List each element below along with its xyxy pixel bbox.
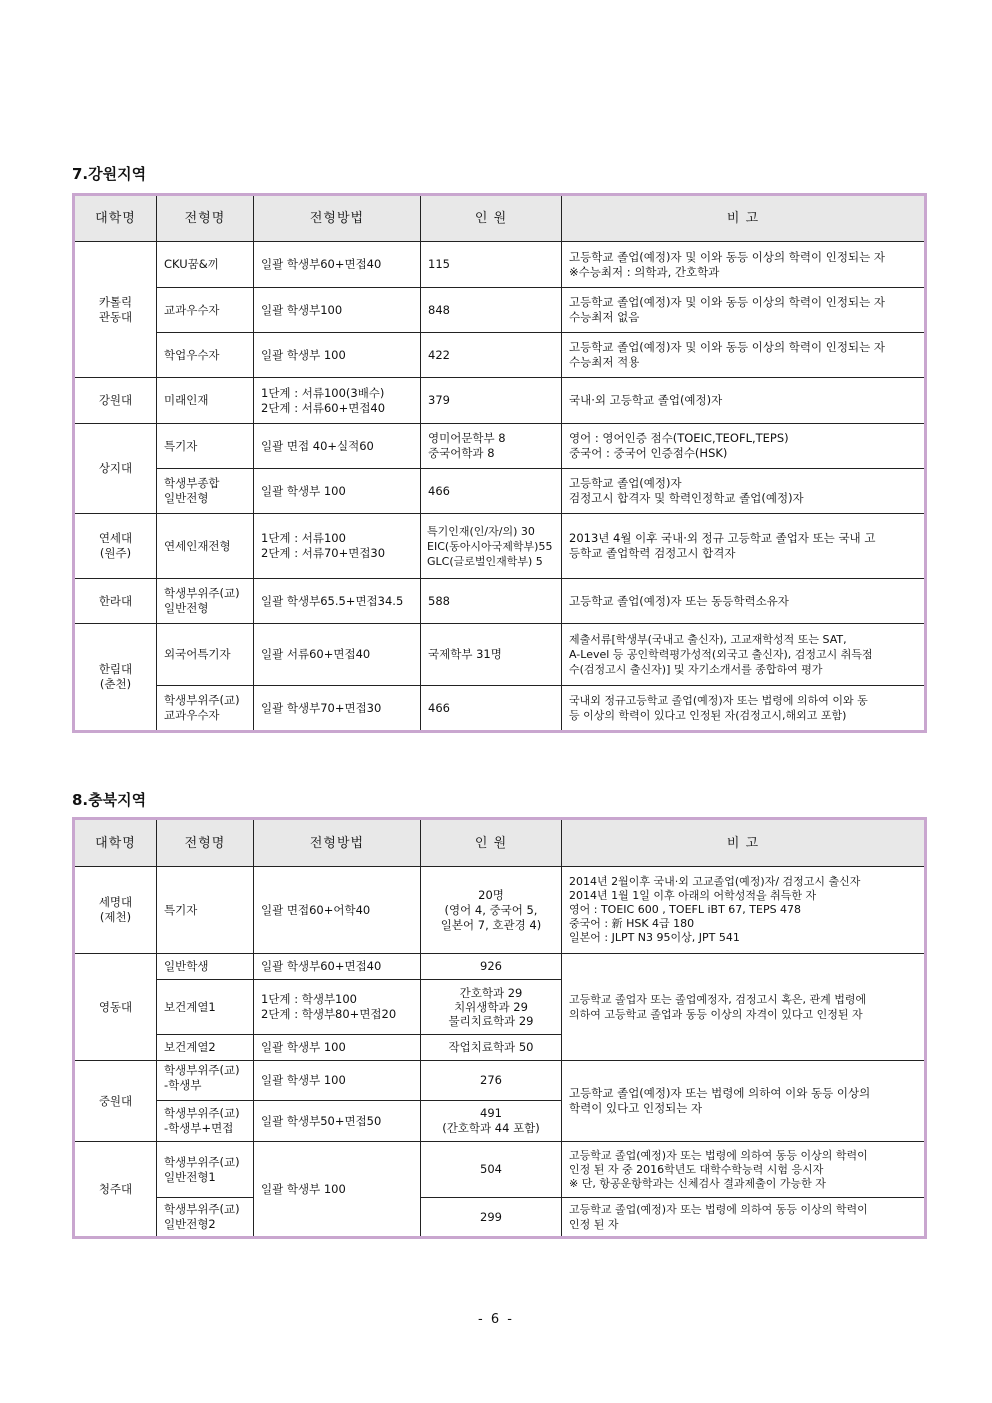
table-row	[74, 514, 926, 579]
quota: 422	[421, 333, 562, 378]
selection-method: 일괄 학생부50+면접50	[254, 1101, 421, 1142]
remarks: 고등학교 졸업(예정)자 및 이와 동등 이상의 학력이 인정되는 자 수능최저 적용	[562, 333, 926, 378]
selection-method: 1단계 : 학생부100 2단계 : 학생부80+면접20	[254, 980, 421, 1035]
quota: 국제학부 31명	[421, 624, 562, 686]
track-name: 학생부위주(교) 일반전형2	[157, 1198, 254, 1238]
selection-method: 일괄 면접 40+실적60	[254, 424, 421, 469]
admission-table-chungbuk	[72, 817, 927, 1239]
quota: 299	[421, 1198, 562, 1238]
quota: 간호학과 29 치위생학과 29 물리치료학과 29	[421, 980, 562, 1035]
track-name: 학생부위주(교) -학생부	[157, 1061, 254, 1101]
selection-method: 일괄 서류60+면접40	[254, 624, 421, 686]
quota: 영미어문학부 8 중국어학과 8	[421, 424, 562, 469]
university-name: 한림대 (춘천)	[74, 624, 157, 732]
remarks: 2013년 4월 이후 국내·외 정규 고등학교 졸업자 또는 국내 고 등학교 졸업학력 검정고시 합격자	[562, 514, 926, 579]
track-name: 연세인재전형	[157, 514, 254, 579]
header-count: 인 원	[421, 195, 562, 242]
remarks: 고등학교 졸업(예정)자 또는 법령에 의하여 동등 이상의 학력이 인정 된 자 중 2016학년도 대학수학능력 시험 응시자 ※ 단, 항공운항학과는 신체검사 결과제출이 가능한 자	[562, 1142, 926, 1198]
page-number: - 6 -	[478, 1312, 514, 1327]
table-header-row	[74, 819, 926, 867]
table-row	[74, 424, 926, 469]
track-name: 보건계열2	[157, 1035, 254, 1061]
quota: 466	[421, 686, 562, 732]
remarks: 국내·외 고등학교 졸업(예정)자	[562, 378, 926, 424]
table-header-row	[74, 195, 926, 242]
track-name: 학생부위주(교) 일반전형1	[157, 1142, 254, 1198]
university-name: 세명대 (제천)	[74, 867, 157, 954]
remarks: 2014년 2월이후 국내·외 고교졸업(예정)자/ 검정고시 출신자 2014년 1월 1일 이후 아래의 어학성적을 취득한 자 영어 : TOEIC 600 , TOEFL iBT 67, TEPS 478 중국어 : 新 HSK 4급 180 일본어 : JLPT N3 95이상, JPT 541	[562, 867, 926, 954]
table-row	[74, 333, 926, 378]
track-name: 학생부종합 일반전형	[157, 469, 254, 514]
quota: 848	[421, 288, 562, 333]
remarks: 국내외 정규고등학교 졸업(예정)자 또는 법령에 의하여 이와 동 등 이상의 학력이 있다고 인정된 자(검정고시,해외고 포함)	[562, 686, 926, 732]
track-name: 교과우수자	[157, 288, 254, 333]
track-name: 특기자	[157, 424, 254, 469]
university-name: 한라대	[74, 579, 157, 624]
quota: 20명 (영어 4, 중국어 5, 일본어 7, 호관경 4)	[421, 867, 562, 954]
quota: 115	[421, 242, 562, 288]
header-note: 비 고	[562, 819, 926, 867]
track-name: 특기자	[157, 867, 254, 954]
table-row	[74, 624, 926, 686]
quota: 466	[421, 469, 562, 514]
track-name: 일반학생	[157, 954, 254, 980]
admission-table-gangwon	[72, 193, 927, 733]
selection-method: 일괄 학생부60+면접40	[254, 954, 421, 980]
remarks: 고등학교 졸업(예정)자 또는 법령에 의하여 동등 이상의 학력이 인정 된 자	[562, 1198, 926, 1238]
university-name: 강원대	[74, 378, 157, 424]
quota: 491 (간호학과 44 포함)	[421, 1101, 562, 1142]
quota: 379	[421, 378, 562, 424]
selection-method: 일괄 학생부 100	[254, 469, 421, 514]
quota: 작업치료학과 50	[421, 1035, 562, 1061]
remarks: 제출서류[학생부(국내고 출신자), 고교재학성적 또는 SAT, A-Level 등 공인학력평가성적(외국고 출신자), 검정고시 취득점 수(검정고시 출신자)] 및 자기소개서를 종합하여 평가	[562, 624, 926, 686]
track-name: 학생부위주(교) 일반전형	[157, 579, 254, 624]
table-row	[74, 686, 926, 732]
header-university: 대학명	[74, 819, 157, 867]
remarks: 고등학교 졸업(예정)자 검정고시 합격자 및 학력인정학교 졸업(예정)자	[562, 469, 926, 514]
quota: 504	[421, 1142, 562, 1198]
selection-method: 일괄 학생부70+면접30	[254, 686, 421, 732]
university-name: 카톨릭 관동대	[74, 242, 157, 378]
remarks: 영어 : 영어인증 점수(TOEIC,TEOFL,TEPS) 중국어 : 중국어 인증점수(HSK)	[562, 424, 926, 469]
university-name: 영동대	[74, 954, 157, 1061]
remarks: 고등학교 졸업자 또는 졸업예정자, 검정고시 혹은, 관계 법령에 의하여 고등학교 졸업과 동등 이상의 자격이 있다고 인정된 자	[562, 954, 926, 1061]
track-name: 보건계열1	[157, 980, 254, 1035]
selection-method: 1단계 : 서류100 2단계 : 서류70+면접30	[254, 514, 421, 579]
table-row	[74, 469, 926, 514]
table-row	[74, 1198, 926, 1238]
selection-method: 일괄 학생부 100	[254, 1061, 421, 1101]
quota: 926	[421, 954, 562, 980]
quota: 588	[421, 579, 562, 624]
selection-method: 일괄 학생부 100	[254, 333, 421, 378]
table-row	[74, 1142, 926, 1198]
table-row	[74, 242, 926, 288]
university-name: 연세대 (원주)	[74, 514, 157, 579]
table-row	[74, 378, 926, 424]
header-university: 대학명	[74, 195, 157, 242]
track-name: 외국어특기자	[157, 624, 254, 686]
header-track: 전형명	[157, 195, 254, 242]
header-method: 전형방법	[254, 819, 421, 867]
quota: 276	[421, 1061, 562, 1101]
selection-method: 1단계 : 서류100(3배수) 2단계 : 서류60+면접40	[254, 378, 421, 424]
selection-method: 일괄 학생부65.5+면접34.5	[254, 579, 421, 624]
selection-method: 일괄 면접60+어학40	[254, 867, 421, 954]
selection-method: 일괄 학생부60+면접40	[254, 242, 421, 288]
table-row	[74, 954, 926, 980]
remarks: 고등학교 졸업(예정)자 및 이와 동등 이상의 학력이 인정되는 자 ※수능최저 : 의학과, 간호학과	[562, 242, 926, 288]
header-method: 전형방법	[254, 195, 421, 242]
selection-method: 일괄 학생부100	[254, 288, 421, 333]
header-note: 비 고	[562, 195, 926, 242]
remarks: 고등학교 졸업(예정)자 또는 법령에 의하여 이와 동등 이상의 학력이 있다고 인정되는 자	[562, 1061, 926, 1142]
table-row	[74, 288, 926, 333]
university-name: 청주대	[74, 1142, 157, 1238]
table-row	[74, 1061, 926, 1101]
table-row	[74, 579, 926, 624]
header-count: 인 원	[421, 819, 562, 867]
selection-method: 일괄 학생부 100	[254, 1035, 421, 1061]
track-name: 미래인재	[157, 378, 254, 424]
track-name: 학업우수자	[157, 333, 254, 378]
track-name: 학생부위주(교) 교과우수자	[157, 686, 254, 732]
header-track: 전형명	[157, 819, 254, 867]
remarks: 고등학교 졸업(예정)자 및 이와 동등 이상의 학력이 인정되는 자 수능최저 없음	[562, 288, 926, 333]
remarks: 고등학교 졸업(예정)자 또는 동등학력소유자	[562, 579, 926, 624]
table-row	[74, 867, 926, 954]
selection-method: 일괄 학생부 100	[254, 1142, 421, 1238]
section-title-chungbuk: 8.충북지역	[72, 791, 147, 809]
quota: 특기인재(인/자/의) 30 EIC(동아시아국제학부)55 GLC(글로벌인재학부) 5	[421, 514, 562, 579]
section-title-gangwon: 7.강원지역	[72, 165, 147, 183]
university-name: 중원대	[74, 1061, 157, 1142]
track-name: 학생부위주(교) -학생부+면접	[157, 1101, 254, 1142]
track-name: CKU꿈&끼	[157, 242, 254, 288]
university-name: 상지대	[74, 424, 157, 514]
